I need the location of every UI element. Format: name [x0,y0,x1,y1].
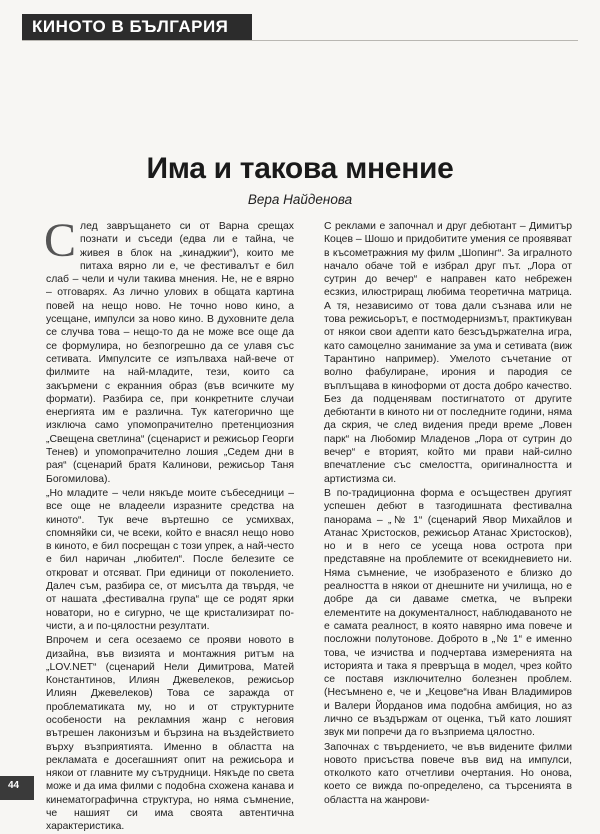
article-column-right [324,220,572,806]
paragraph: „Но младите – чели някъде моите събеседници – все още не владеели изразните средства на киното“. Тук вече въртешно се усмихвах, спомняйки си, че всеки, който е внасял нещо ново в киното, е бил посрещан с този упрек, а най-често е бил наричан „любител“. После белезите се откроват и отсяват. При единици от поколението. Далеч съм, разбира се, от мисълта да твърдя, че от нашата „фестивална група“ ще се родят ярки новатори, но е сигурно, че ще кристализират по-чисти, а и по-цялостни резултати. [46,487,294,632]
paragraph [44,214,294,486]
article-column-left [44,214,294,833]
paragraph: Започнах с твърдението, че във видените филми новото присъства повече във вид на импулси, отколкото като отчетливи очертания. Но онова, което се вижда по-определено, са търсенията в областта на жанрови- [324,741,572,806]
article-title: Има и такова мнение [146,152,454,185]
paragraph: С реклами е започнал и друг дебютант – Димитър Коцев – Шошо и придобитите умения се проявяват в късометражния му филм „Шопинг“. За игралното начало обаче той е избрал друг път. „Лора от сутрин до вечер“ е направен като небрежен есзкиз, илюстриращ любима теоретична матрица. А тя, независимо от това дали съзнава или не това режисьорът, е постмодернизмът, практикуван от някои свои адепти като безсъдържателна игра, като самоцелно занимание за ума и сетивата (виж Тарантино например). Умелото съчетание от волно фабулиране, ирония и пародия се въплъщава в кинoформи от доста добро качество. Без да подценявам постигнатото от другите дебютанти в киното ни от последните години, няма да скрия, че след видения преди време „Ловен парк“ на Любомир Младенов „Лора от сутрин до вечер“ е вторият, който ми прави най-силно впечатление със смелостта, оригиналността и артистизма си. [324,221,572,485]
section-header: КИНОТО В БЪЛГАРИЯ [32,17,229,36]
header-rule [22,40,578,41]
paragraph: Впрочем и сега осезаемо се прояви новото в дизайна, във визията и монтажния ритъм на „LOV.NET“ (сценарий Нели Димитрова, Матей Константинов, Илиян Джевелеков, режисьор Илиян Джевелеков) Това се заражда от проблематиката му, но и от структурните особености на рекламния жанр с неговия вътрешен лаконизъм и бързина на въздействието върху възприятията. Именно в областта на рекламата е досегашният опит на режисьора и някои от главните му сътрудници. Някъде по света може и да има филми с подобна схожена канава и кинематографична структура, но няма съмнение, че нашият си има своята автентична характеристика. [46,635,294,833]
article-author: Вера Найденова [247,192,353,207]
page-number: 44 [8,780,20,791]
drop-cap: С [44,214,77,267]
paragraph: В по-традиционна форма е осъществен другият успешен дебют в тазгодишната фестивална панорама – „№ 1“ (сценарий Явор Михайлов и Атанас Христосков, режисьор Атанас Христосков), но и в него се усеща нова острота при представяне на проблемите от всекидневието ни. Няма съмнение, че изобразеното е близко до реалността в някои от днешните ни училища, но е добре да си даваме сметка, че въпреки елементите на документалност, наблюдаваното не е самата реалност, в която навярно има повече и посложни полутонове. Доброто в „№ 1“ е именно това, че изчиства и подчертава измеренията на историята и така я превръща в модел, чрез който се поставя изключително болезнен проблем. (Несъмнено е, че и „Кецове“на Иван Владимиров и Валери Йорданов има подобна амбиция, но аз лично се въздържам от оценка, тъй като лошият звук ми попречи да го възприема цялостно. [324,487,572,739]
paragraph-text: лед завръщането си от Варна срещах познати и съседи (едва ли е тайна, че живея в блок на „кинаджии“), които ме питаха вярно ли е, че фестивалът е бил слаб – чели и чули такива мнения. Не, не е вярно – отговарях. Аз лично уловиx в общата картина повей на нещо ново. Не точно ново кино, а усещане, импулси за ново кино. В духовните дела се случва това – нещо-то да не може все още да се формулира, но безпогрешно да се улавя със сетивата. Импулсите се изпълваха най-вече от филмите на най-младите, тези, които са закърмени с екранния образ (във всичките му формати). Разбира се, при конкретните случаи енергията им е различна. Тук категорично ще изключа само упомопрачително претенциозния „Свещена светлина“ (сценарист и режисьор Георги Тенев) и упомопрачително лошия „Седем дни в рая“ (сценарий братя Калинови, режисьор Таня Богомилова). [46,221,294,485]
